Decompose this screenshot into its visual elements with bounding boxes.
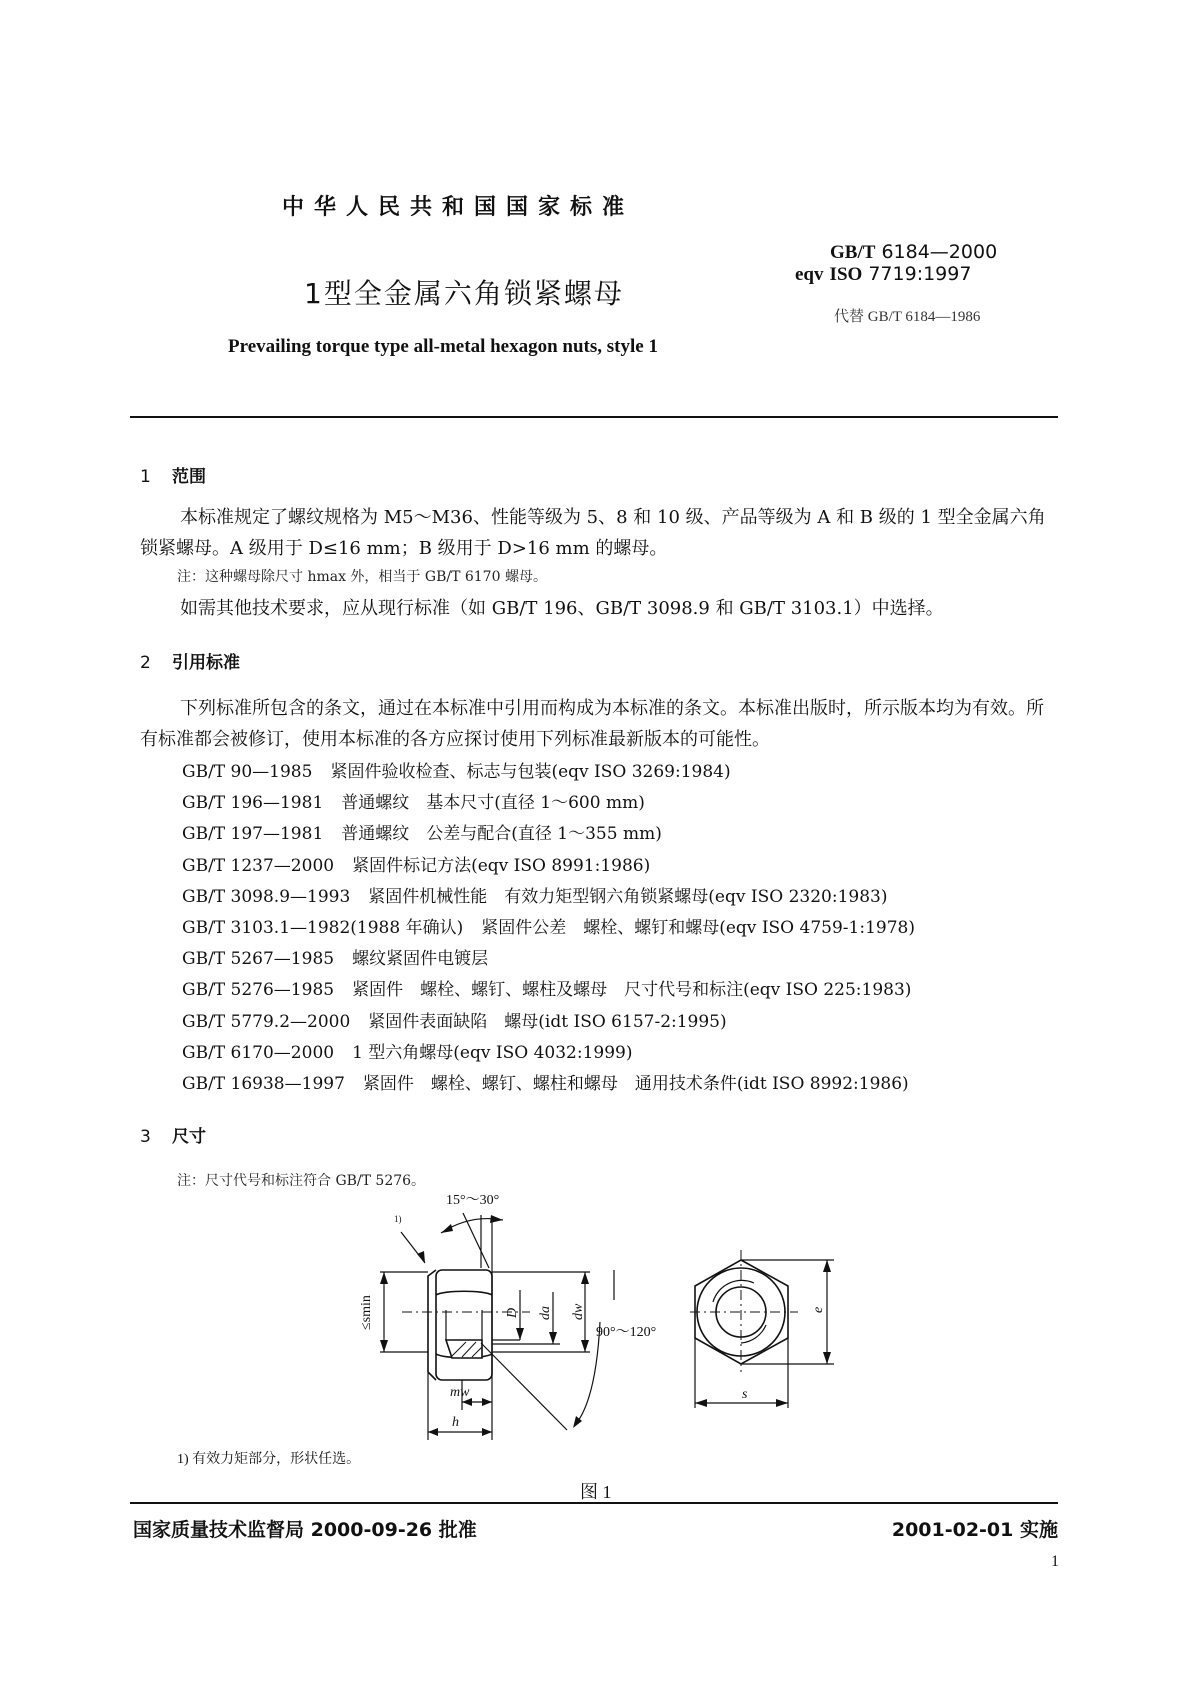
standard-code: 6184—2000 xyxy=(881,241,998,263)
mw-label: mw xyxy=(450,1385,470,1400)
angle-side-label: 90°～120° xyxy=(596,1325,657,1340)
figure-1-drawing xyxy=(340,1190,860,1450)
document-title-cn: 1型全金属六角锁紧螺母 xyxy=(304,277,624,310)
national-standard-heading: 中华人民共和国国家标准 xyxy=(282,195,635,220)
footer-divider xyxy=(130,1502,1058,1504)
section-3-note: 注：尺寸代号和标注符合 GB/T 5276。 xyxy=(177,1173,426,1189)
section-3-heading xyxy=(140,1122,206,1147)
section-2-paragraph: 下列标准所包含的条文，通过在本标准中引用而构成为本标准的条文。本标准出版时，所示版本均为有效。所有标准都会被修订，使用本标准的各方应探讨使用下列标准最新版本的可能性。 xyxy=(140,698,1044,750)
nut-top-view xyxy=(690,1250,834,1408)
reference-item: GB/T 3103.1—1982(1988 年确认) 紧固件公差 螺栓、螺钉和螺母(eqv ISO 4759-1:1978) xyxy=(182,917,915,938)
reference-item: GB/T 196—1981 普通螺纹 基本尺寸(直径 1～600 mm) xyxy=(182,793,645,814)
reference-item: GB/T 5276—1985 紧固件 螺栓、螺钉、螺柱及螺母 尺寸代号和标注(eqv ISO 225:1983) xyxy=(182,980,912,1001)
header-divider xyxy=(130,416,1058,418)
reference-item: GB/T 3098.9—1993 紧固件机械性能 有效力矩型钢六角锁紧螺母(eqv ISO 2320:1983) xyxy=(182,886,888,907)
reference-item: GB/T 6170—2000 1 型六角螺母(eqv ISO 4032:1999) xyxy=(182,1042,633,1063)
document-title-en: Prevailing torque type all-metal hexagon nuts, style 1 xyxy=(228,336,658,357)
figure-caption: 图 1 xyxy=(580,1482,612,1502)
standard-prefix: GB/T xyxy=(830,242,876,263)
reference-item: GB/T 1237—2000 紧固件标记方法(eqv ISO 8991:1986) xyxy=(182,855,651,876)
figure-footnote: 1) 有效力矩部分，形状任选。 xyxy=(177,1452,361,1467)
section-1-note: 注：这种螺母除尺寸 hmax 外，相当于 GB/T 6170 螺母。 xyxy=(177,569,547,585)
dw-label: dw xyxy=(571,1303,586,1320)
D-label: D xyxy=(505,1307,520,1318)
approval-statement: 国家质量技术监督局 2000-09-26 批准 xyxy=(133,1519,477,1541)
nut-chamfer-top-line xyxy=(428,1270,436,1372)
s-label: s xyxy=(742,1387,748,1402)
eqv-iso-number: 7719:1997 xyxy=(868,263,972,285)
footnote-marker-label: 1) xyxy=(394,1214,402,1224)
section-1-paragraph: 本标准规定了螺纹规格为 M5～M36、性能等级为 5、8 和 10 级、产品等级为 A 和 B 级的 1 型全金属六角锁紧螺母。A 级用于 D≤16 mm；B 级用于 D>16 mm 的螺母。 xyxy=(140,507,1046,559)
standard-number xyxy=(830,241,997,264)
reference-item: GB/T 90—1985 紧固件验收检查、标志与包装(eqv ISO 3269:1984) xyxy=(182,762,731,782)
effective-date: 2001-02-01 实施 xyxy=(891,1519,1058,1541)
reference-item: GB/T 5779.2—2000 紧固件表面缺陷 螺母(idt ISO 6157-2:1995) xyxy=(182,1011,727,1032)
section-number: 2 xyxy=(140,653,151,673)
s-min-label: ≤smin xyxy=(359,1295,374,1330)
section-title: 尺寸 xyxy=(172,1127,206,1147)
section-1-paragraph-2: 如需其他技术要求，应从现行标准（如 GB/T 196、GB/T 3098.9 和 GB/T 3103.1）中选择。 xyxy=(180,598,944,619)
section-number: 3 xyxy=(140,1127,151,1147)
eqv-prefix: eqv xyxy=(795,264,824,285)
page-number: 1 xyxy=(1051,1553,1059,1570)
reference-item: GB/T 16938—1997 紧固件 螺栓、螺钉、螺柱和螺母 通用技术条件(idt ISO 8992:1986) xyxy=(182,1073,909,1094)
angle-top-label: 15°～30° xyxy=(446,1193,500,1208)
h-label: h xyxy=(452,1415,459,1430)
nut-side-body xyxy=(436,1270,492,1380)
reference-list xyxy=(182,757,915,1100)
reference-item: GB/T 5267—1985 螺纹紧固件电镀层 xyxy=(182,949,489,970)
e-label: e xyxy=(811,1306,826,1313)
replaces-standard: 代替 GB/T 6184—1986 xyxy=(834,309,981,325)
eqv-iso-label: ISO xyxy=(829,264,863,285)
equivalent-iso xyxy=(795,263,971,286)
section-number: 1 xyxy=(140,467,151,487)
da-label: da xyxy=(538,1306,553,1320)
section-2-heading xyxy=(140,648,240,673)
section-title: 引用标准 xyxy=(172,653,240,673)
section-1-heading xyxy=(140,462,206,487)
reference-item: GB/T 197—1981 普通螺纹 公差与配合(直径 1～355 mm) xyxy=(182,824,662,845)
section-title: 范围 xyxy=(172,467,206,487)
